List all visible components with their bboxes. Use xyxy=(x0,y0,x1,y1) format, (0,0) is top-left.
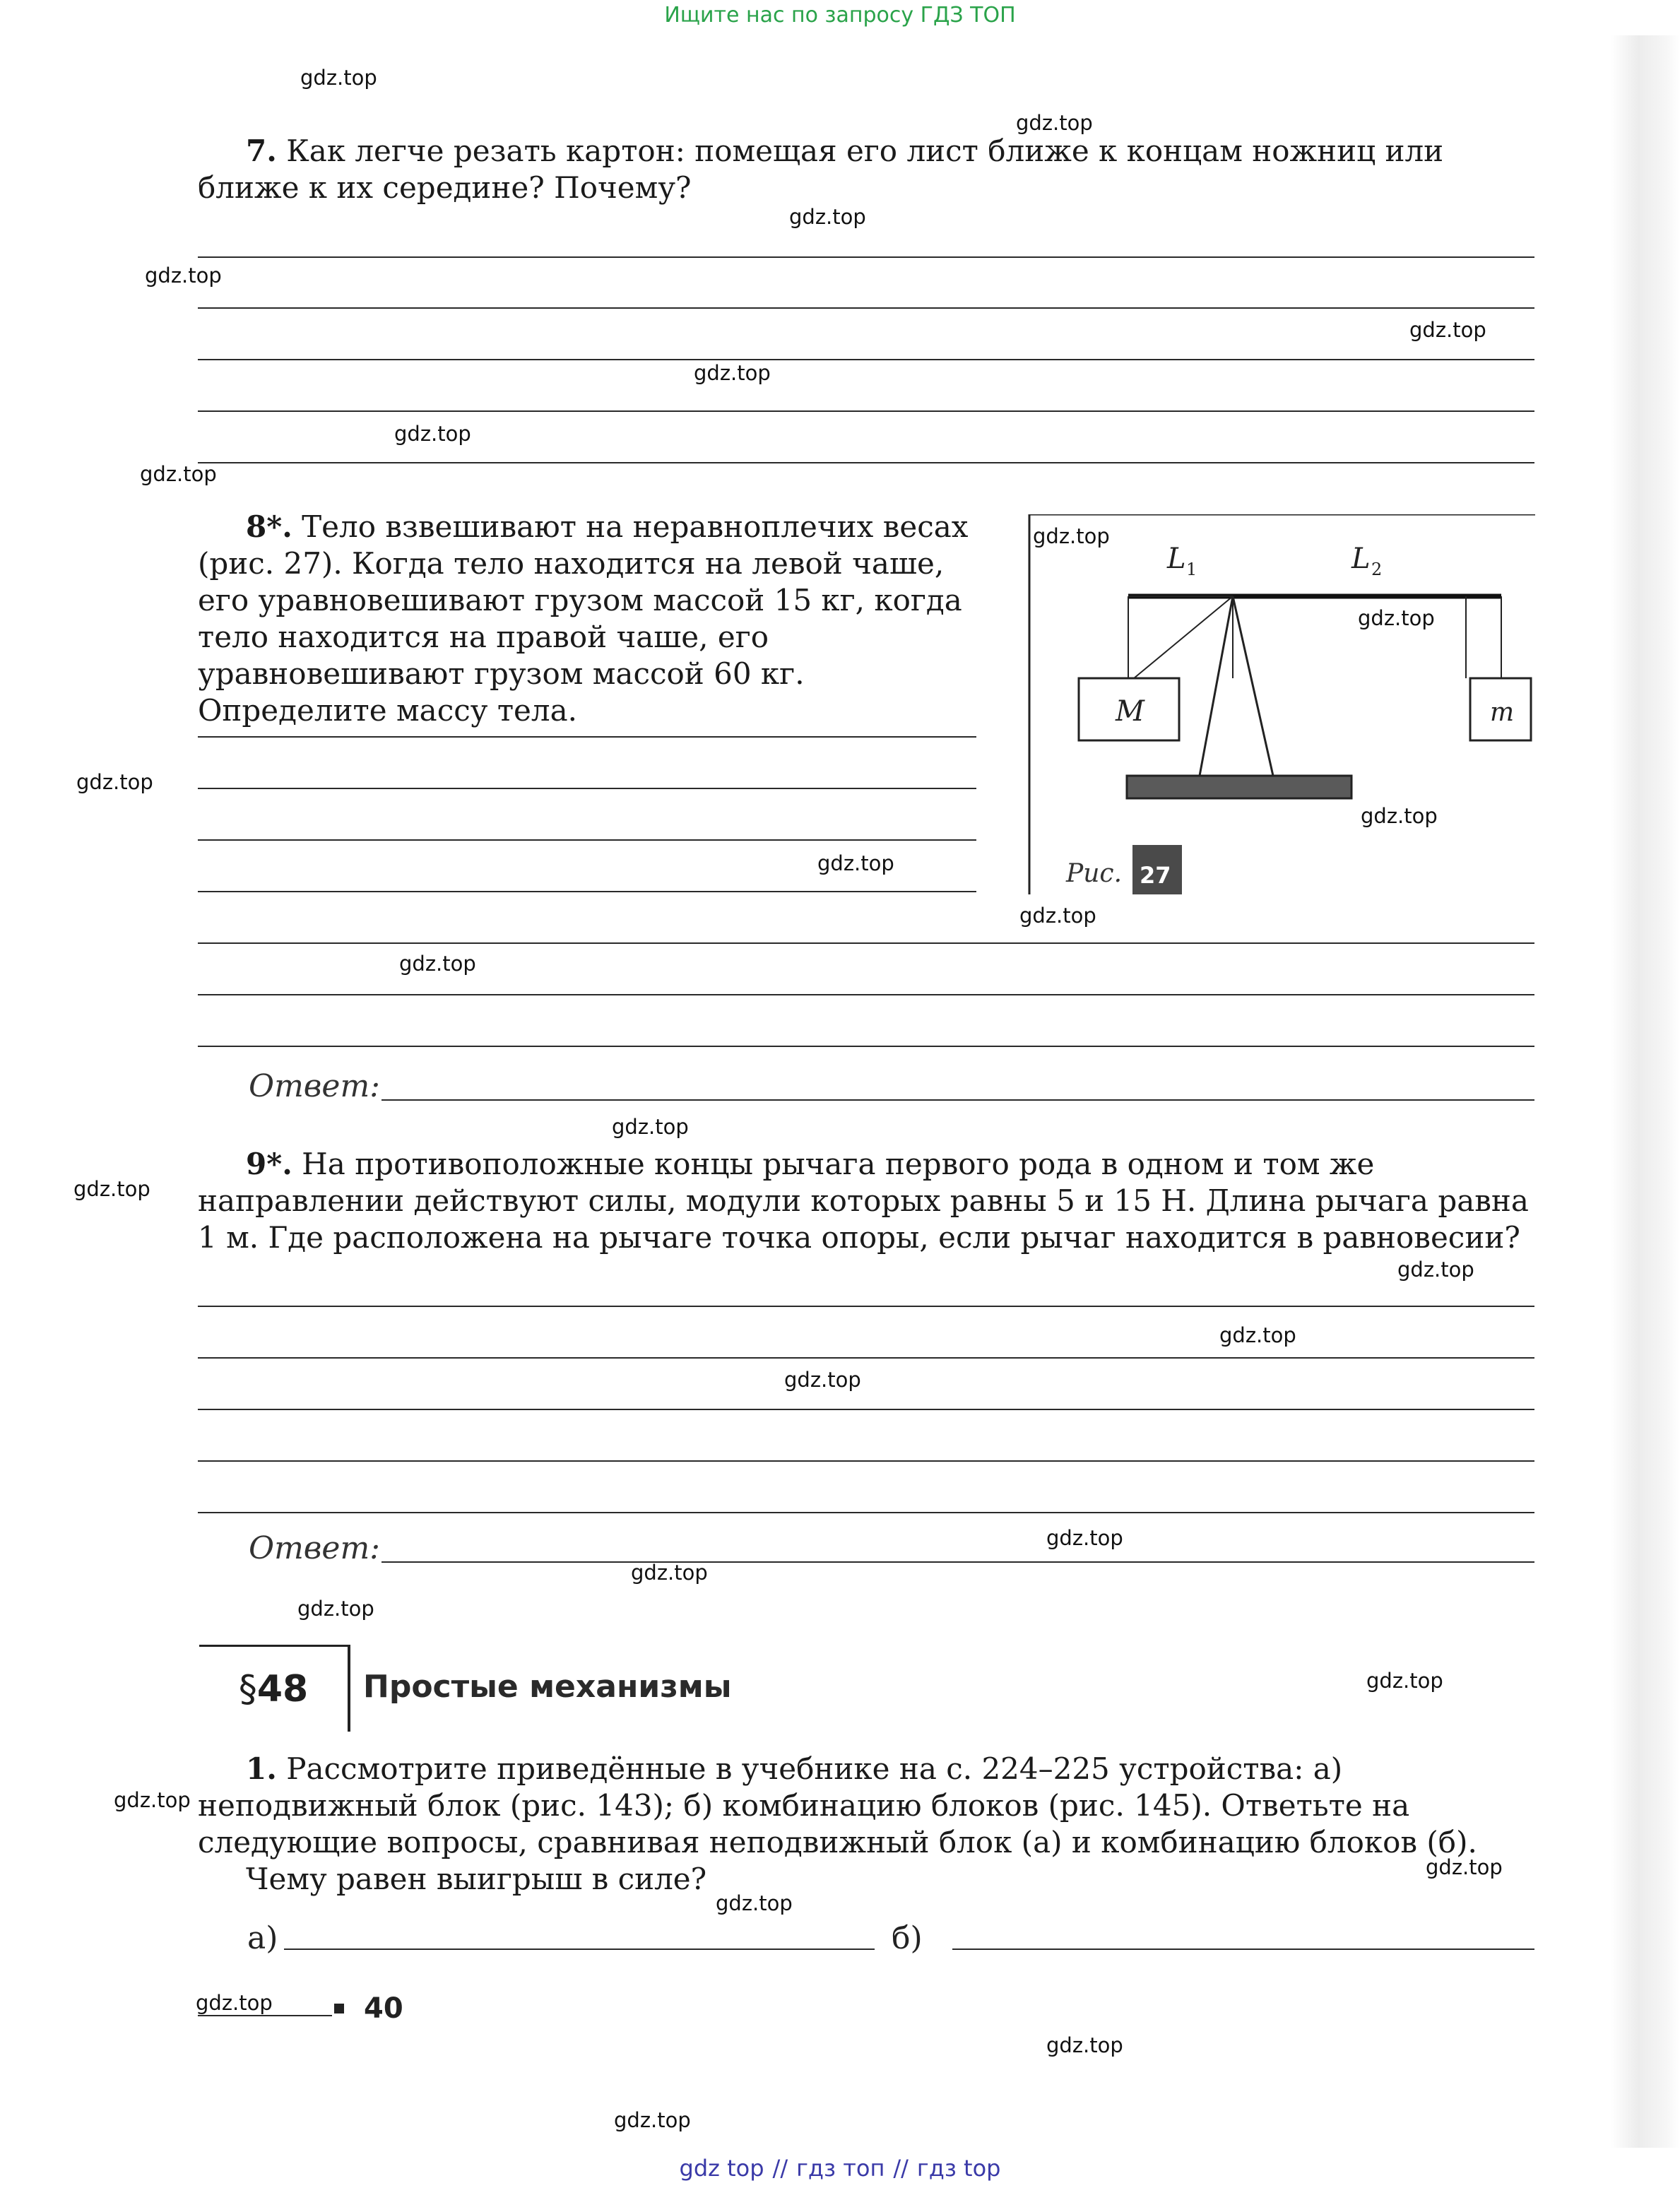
watermark: gdz.top xyxy=(1019,904,1096,928)
answer-label-9: Ответ: xyxy=(249,1530,380,1566)
watermark: gdz.top xyxy=(196,1991,273,2015)
watermark: gdz.top xyxy=(1409,318,1486,342)
watermark: gdz.top xyxy=(612,1115,689,1139)
left-hanger xyxy=(1134,596,1233,678)
answer-line xyxy=(198,359,1534,360)
answer-line xyxy=(198,1046,1534,1047)
footer-separator: // xyxy=(772,2155,788,2182)
watermark: gdz.top xyxy=(399,952,476,976)
watermark: gdz.top xyxy=(1426,1855,1503,1879)
watermark: gdz.top xyxy=(1361,804,1438,828)
figure-unequal-balance xyxy=(1028,514,1535,896)
task-7-number: 7. xyxy=(246,134,277,168)
task-8-text: Тело взвешивают на неравноплечих весах (рис. 27). Когда тело находится на левой чаше, его уравновешивают грузом массой 15 кг, когда тело находится на правой чаше, его уравновешивают грузом массой 60 кг. Определите массу тела. xyxy=(198,509,969,728)
answer-line xyxy=(381,1561,1534,1563)
figure-number: 27 xyxy=(1140,862,1171,889)
watermark: gdz.top xyxy=(297,1597,374,1621)
watermark: gdz.top xyxy=(140,462,217,486)
answer-b-label: б) xyxy=(892,1920,923,1956)
watermark: gdz.top xyxy=(114,1788,191,1812)
footer-separator: // xyxy=(893,2155,909,2182)
task-9-number: 9*. xyxy=(246,1147,292,1181)
watermark: gdz.top xyxy=(694,361,771,385)
page-number-marker xyxy=(334,2004,344,2013)
watermark: gdz.top xyxy=(716,1891,793,1915)
footer-links xyxy=(0,2155,1680,2182)
answer-line xyxy=(198,839,976,841)
answer-line xyxy=(198,1306,1534,1307)
footer-link-2[interactable]: гдз топ xyxy=(796,2155,885,2182)
figure-caption: Рис. xyxy=(1066,859,1123,888)
answer-line xyxy=(198,1512,1534,1513)
section-task-1-question: Чему равен выигрыш в силе? xyxy=(246,1862,707,1896)
watermark: gdz.top xyxy=(614,2108,691,2132)
section-heading xyxy=(199,1645,1534,1737)
watermark: gdz.top xyxy=(1033,524,1110,548)
task-8-number: 8*. xyxy=(246,509,292,544)
balance-diagram xyxy=(1028,514,1535,896)
answer-a-label: а) xyxy=(247,1920,278,1956)
section-title: Простые механизмы xyxy=(363,1669,732,1705)
watermark: gdz.top xyxy=(1219,1323,1296,1347)
answer-line xyxy=(198,307,1534,309)
section-task-1 xyxy=(198,1751,1533,1898)
section-number-box xyxy=(199,1645,350,1732)
section-symbol: § xyxy=(238,1668,257,1710)
answer-line xyxy=(198,891,976,892)
watermark: gdz.top xyxy=(1397,1258,1474,1282)
label-L1: L xyxy=(1167,543,1186,575)
label-L2-sub: 2 xyxy=(1371,560,1383,579)
balance-base xyxy=(1127,776,1351,798)
watermark: gdz.top xyxy=(631,1561,708,1585)
balance-stand xyxy=(1200,596,1273,776)
footer-link-1[interactable]: gdz top xyxy=(679,2155,764,2182)
answer-line xyxy=(198,736,976,738)
answer-label-8: Ответ: xyxy=(249,1068,380,1104)
watermark: gdz.top xyxy=(1046,2033,1123,2057)
section-task-1-number: 1. xyxy=(246,1751,277,1786)
answer-line xyxy=(198,994,1534,995)
answer-line xyxy=(198,942,1534,944)
task-9 xyxy=(198,1146,1533,1256)
page-number-rule xyxy=(198,2015,332,2016)
label-L1-sub: 1 xyxy=(1186,560,1197,579)
label-L2: L xyxy=(1351,543,1371,575)
watermark: gdz.top xyxy=(1016,111,1093,135)
label-M: M xyxy=(1116,695,1144,728)
watermark: gdz.top xyxy=(1046,1526,1123,1550)
answer-line-a xyxy=(284,1948,875,1950)
answer-line xyxy=(198,788,976,789)
watermark: gdz.top xyxy=(300,66,377,90)
watermark: gdz.top xyxy=(394,422,471,446)
task-7 xyxy=(198,133,1533,206)
watermark: gdz.top xyxy=(76,770,153,794)
watermark: gdz.top xyxy=(145,264,222,288)
label-m: m xyxy=(1490,698,1515,727)
answer-line xyxy=(198,1409,1534,1410)
watermark: gdz.top xyxy=(784,1368,861,1392)
page-edge-shadow xyxy=(1611,35,1680,2148)
task-9-text: На противоположные концы рычага первого рода в одном и том же направлении действуют силы, модули которых равны 5 и 15 Н. Длина рычага равна 1 м. Где расположена на рычаге точка опоры, если рычаг находится в равновесии? xyxy=(198,1147,1529,1255)
answer-line xyxy=(198,256,1534,258)
watermark: gdz.top xyxy=(1358,606,1435,630)
task-7-text: Как легче резать картон: помещая его лист ближе к концам ножниц или ближе к их середине? Почему? xyxy=(198,134,1444,205)
top-banner[interactable]: Ищите нас по запросу ГДЗ ТОП xyxy=(664,3,1016,28)
answer-line xyxy=(198,462,1534,463)
section-number: 48 xyxy=(256,1668,309,1710)
answer-line-b xyxy=(952,1948,1534,1950)
footer-link-3[interactable]: гдз top xyxy=(916,2155,1001,2182)
watermark: gdz.top xyxy=(817,851,894,875)
watermark: gdz.top xyxy=(73,1177,150,1201)
section-task-1-text: Рассмотрите приведённые в учебнике на с. 224–225 устройства: а) неподвижный блок (рис. 143); б) комбинацию блоков (рис. 145). Ответьте на следующие вопросы, сравнивая неподвижный блок (а) и комбинацию блоков (б). xyxy=(198,1751,1477,1859)
task-8 xyxy=(198,509,976,729)
answer-line xyxy=(198,1460,1534,1462)
watermark: gdz.top xyxy=(1366,1669,1443,1693)
answer-line xyxy=(198,1357,1534,1359)
answer-line xyxy=(198,410,1534,412)
page-number: 40 xyxy=(364,1992,403,2025)
answer-line xyxy=(381,1099,1534,1101)
watermark: gdz.top xyxy=(789,205,866,229)
